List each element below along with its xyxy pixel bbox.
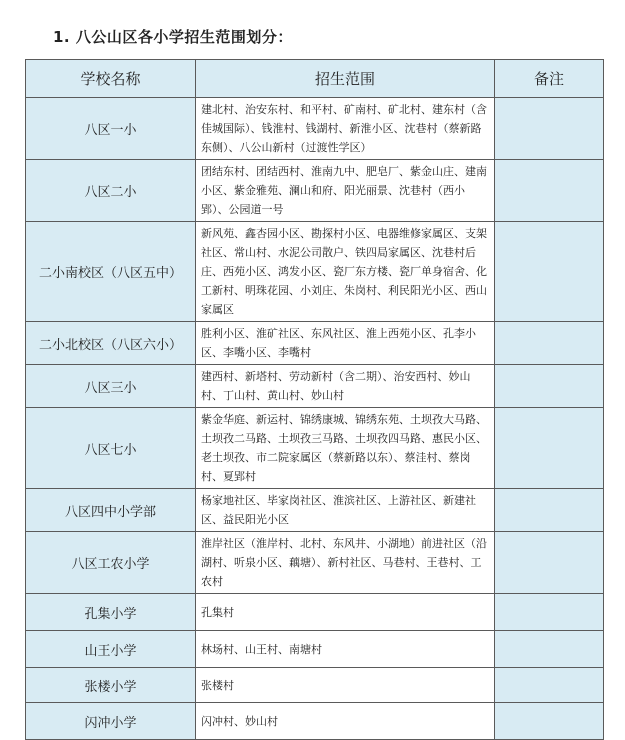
school-name: 张楼小学 bbox=[26, 668, 196, 703]
table-row bbox=[26, 703, 604, 740]
enrollment-range: 建北村、治安东村、和平村、矿南村、矿北村、建东村（含佳城国际）、钱淮村、钱湖村、新淮小区、沈巷村（蔡新路东侧）、八公山新村（过渡性学区） bbox=[196, 98, 495, 160]
table-row bbox=[26, 489, 604, 532]
remark-cell bbox=[495, 365, 604, 408]
table-row bbox=[26, 222, 604, 322]
enrollment-range: 淮岸社区（淮岸村、北村、东风井、小湖地）前进社区（沿湖村、听泉小区、藕塘）、新村社区、马巷村、王巷村、工农村 bbox=[196, 532, 495, 594]
table-row bbox=[26, 532, 604, 594]
header-school: 学校名称 bbox=[26, 60, 196, 98]
school-name: 八区工农小学 bbox=[26, 532, 196, 594]
remark-cell bbox=[495, 98, 604, 160]
enrollment-range: 建西村、新塔村、劳动新村（含二期）、治安西村、妙山村、丁山村、黄山村、妙山村 bbox=[196, 365, 495, 408]
enrollment-range: 团结东村、团结西村、淮南九中、肥皂厂、紫金山庄、建南小区、紫金雅苑、澜山和府、阳光丽景、沈巷村（西小郢）、公园道一号 bbox=[196, 160, 495, 222]
school-name: 二小北校区（八区六小） bbox=[26, 322, 196, 365]
table-row bbox=[26, 322, 604, 365]
table-row bbox=[26, 365, 604, 408]
enrollment-range: 杨家地社区、毕家岗社区、淮滨社区、上游社区、新建社区、益民阳光小区 bbox=[196, 489, 495, 532]
remark-cell bbox=[495, 532, 604, 594]
school-name: 八区一小 bbox=[26, 98, 196, 160]
school-name: 二小南校区（八区五中） bbox=[26, 222, 196, 322]
remark-cell bbox=[495, 594, 604, 631]
table-row bbox=[26, 631, 604, 668]
enrollment-range: 新风苑、鑫杏园小区、勘探村小区、电器维修家属区、支架社区、常山村、水泥公司散户、铁四局家属区、沈巷村后庄、西苑小区、鸿发小区、瓷厂东方楼、瓷厂单身宿舍、化工新村、明珠花园、小刘庄、朱岗村、利民阳光小区、西山家属区 bbox=[196, 222, 495, 322]
page-title: 1. 八公山区各小学招生范围划分： bbox=[53, 28, 293, 46]
remark-cell bbox=[495, 408, 604, 489]
enrollment-range: 张楼村 bbox=[196, 668, 495, 703]
enrollment-range: 孔集村 bbox=[196, 594, 495, 631]
enrollment-range: 林场村、山王村、南塘村 bbox=[196, 631, 495, 668]
enrollment-range: 紫金华庭、新运村、锦绣康城、锦绣东苑、土坝孜大马路、土坝孜二马路、土坝孜三马路、土坝孜四马路、惠民小区、老土坝孜、市二院家属区（蔡新路以东）、蔡洼村、蔡岗村、夏郢村 bbox=[196, 408, 495, 489]
remark-cell bbox=[495, 160, 604, 222]
school-name: 孔集小学 bbox=[26, 594, 196, 631]
table-header-row bbox=[26, 60, 604, 98]
school-name: 山王小学 bbox=[26, 631, 196, 668]
school-name: 八区七小 bbox=[26, 408, 196, 489]
remark-cell bbox=[495, 222, 604, 322]
enrollment-table bbox=[25, 59, 604, 740]
remark-cell bbox=[495, 322, 604, 365]
table-row bbox=[26, 98, 604, 160]
header-range: 招生范围 bbox=[196, 60, 495, 98]
remark-cell bbox=[495, 631, 604, 668]
remark-cell bbox=[495, 489, 604, 532]
table-row bbox=[26, 594, 604, 631]
remark-cell bbox=[495, 703, 604, 740]
enrollment-range: 胜利小区、淮矿社区、东风社区、淮上西苑小区、孔李小区、李嘴小区、李嘴村 bbox=[196, 322, 495, 365]
school-name: 八区二小 bbox=[26, 160, 196, 222]
header-remark: 备注 bbox=[495, 60, 604, 98]
enrollment-range: 闪冲村、妙山村 bbox=[196, 703, 495, 740]
table-row bbox=[26, 668, 604, 703]
school-name: 闪冲小学 bbox=[26, 703, 196, 740]
table-row bbox=[26, 408, 604, 489]
school-name: 八区三小 bbox=[26, 365, 196, 408]
remark-cell bbox=[495, 668, 604, 703]
school-name: 八区四中小学部 bbox=[26, 489, 196, 532]
table-row bbox=[26, 160, 604, 222]
